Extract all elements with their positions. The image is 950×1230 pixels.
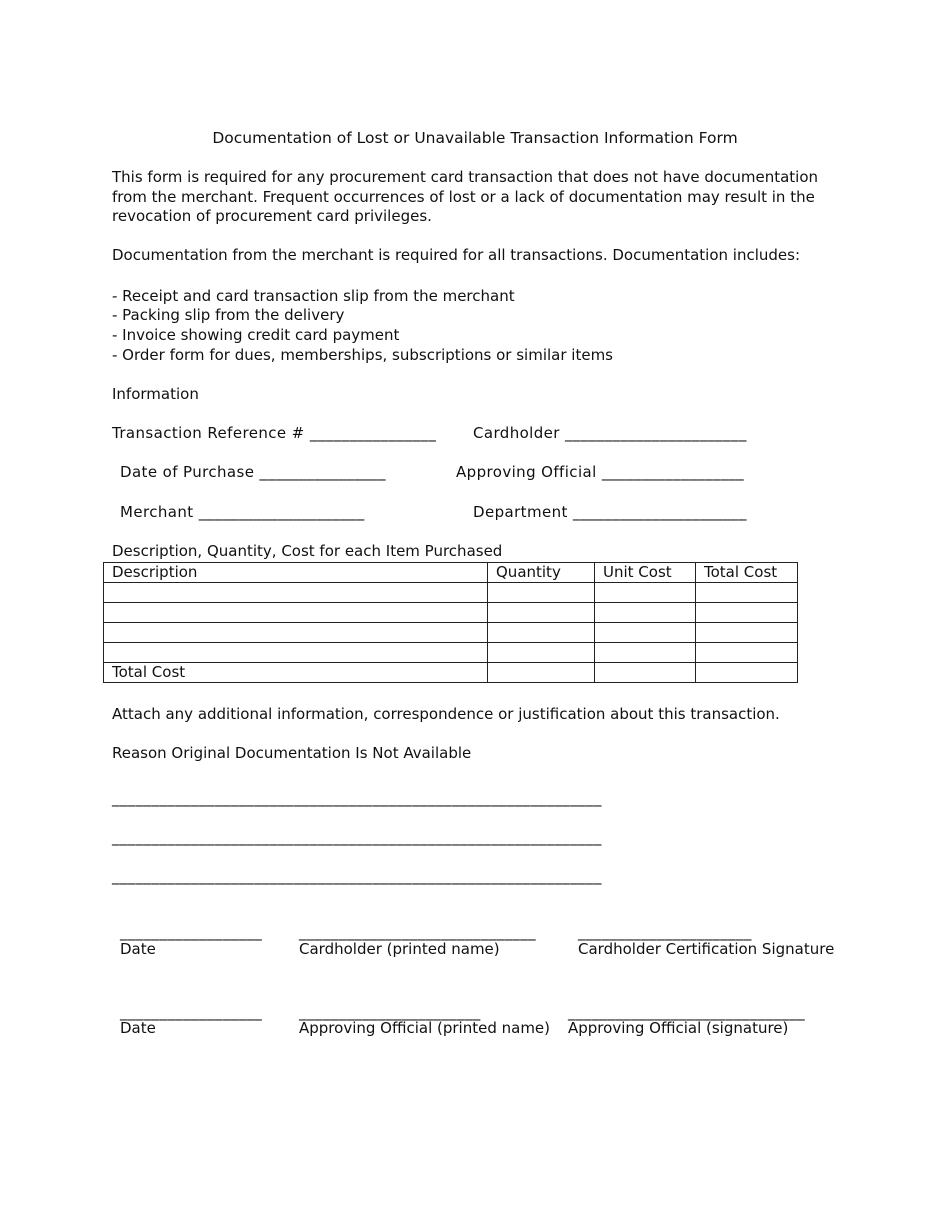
column-header-quantity: Quantity <box>488 563 595 583</box>
table-row <box>104 623 798 643</box>
description-cell[interactable] <box>104 643 488 663</box>
quantity-cell[interactable] <box>488 643 595 663</box>
total-cost-cell[interactable] <box>696 623 798 643</box>
grand-total-cell[interactable] <box>696 663 798 683</box>
cardholder-field[interactable]: Cardholder _______________________ <box>473 424 747 442</box>
date-of-purchase-field[interactable]: Date of Purchase ________________ <box>120 463 386 481</box>
approving-official-field[interactable]: Approving Official __________________ <box>456 463 745 481</box>
documentation-required-text: Documentation from the merchant is required for all transactions. Documentation includes: <box>112 246 801 264</box>
table-header-row <box>104 563 798 583</box>
approver-signature-label: Approving Official (signature) <box>568 1019 789 1037</box>
description-cell[interactable] <box>104 583 488 603</box>
transaction-reference-field[interactable]: Transaction Reference # ________________ <box>112 424 437 442</box>
doc-list-item: - Order form for dues, memberships, subscriptions or similar items <box>112 346 613 364</box>
unit-cost-cell[interactable] <box>595 623 696 643</box>
reason-line[interactable]: ______________________________________________________________ <box>112 867 602 885</box>
approver-printed-name-line[interactable]: _______________________ <box>299 1003 481 1021</box>
reason-line[interactable]: ______________________________________________________________ <box>112 828 602 846</box>
items-table <box>103 562 798 683</box>
column-header-total-cost: Total Cost <box>696 563 798 583</box>
table-row <box>104 583 798 603</box>
merchant-field[interactable]: Merchant _____________________ <box>120 503 365 521</box>
doc-list-item: - Invoice showing credit card payment <box>112 326 400 344</box>
doc-list-item: - Packing slip from the delivery <box>112 306 345 324</box>
unit-cost-cell[interactable] <box>595 643 696 663</box>
reason-heading: Reason Original Documentation Is Not Available <box>112 744 472 762</box>
total-quantity-cell[interactable] <box>488 663 595 683</box>
quantity-cell[interactable] <box>488 583 595 603</box>
cardholder-date-line[interactable]: __________________ <box>120 923 263 941</box>
total-cost-cell[interactable] <box>696 603 798 623</box>
total-cost-label: Total Cost <box>104 663 488 683</box>
approver-printed-name-label: Approving Official (printed name) <box>299 1019 551 1037</box>
description-cell[interactable] <box>104 623 488 643</box>
table-total-row <box>104 663 798 683</box>
total-cost-cell[interactable] <box>696 583 798 603</box>
column-header-description: Description <box>104 563 488 583</box>
cardholder-signature-line[interactable]: ______________________ <box>578 923 752 941</box>
approver-signature-line[interactable]: ______________________________ <box>568 1003 805 1021</box>
page-title: Documentation of Lost or Unavailable Transaction Information Form <box>212 129 738 147</box>
column-header-unit-cost: Unit Cost <box>595 563 696 583</box>
description-cell[interactable] <box>104 603 488 623</box>
cardholder-printed-name-line[interactable]: ______________________________ <box>299 923 536 941</box>
cardholder-signature-label: Cardholder Certification Signature <box>578 940 835 958</box>
table-row <box>104 643 798 663</box>
quantity-cell[interactable] <box>488 623 595 643</box>
quantity-cell[interactable] <box>488 603 595 623</box>
attach-note: Attach any additional information, correspondence or justification about this transaction. <box>112 705 780 723</box>
intro-paragraph: This form is required for any procurement card transaction that does not have documentation from the merchant. Frequent occurrences of lost or a lack of documentation may result in the revocation of procurement card privileges. <box>112 168 819 225</box>
approver-date-line[interactable]: __________________ <box>120 1003 263 1021</box>
total-unit-cost-cell[interactable] <box>595 663 696 683</box>
total-cost-cell[interactable] <box>696 643 798 663</box>
table-row <box>104 603 798 623</box>
date-label: Date <box>120 940 156 958</box>
date-label: Date <box>120 1019 156 1037</box>
doc-list-item: - Receipt and card transaction slip from the merchant <box>112 287 515 305</box>
information-heading: Information <box>112 385 199 403</box>
reason-line[interactable]: ______________________________________________________________ <box>112 789 602 807</box>
cardholder-printed-name-label: Cardholder (printed name) <box>299 940 500 958</box>
unit-cost-cell[interactable] <box>595 583 696 603</box>
unit-cost-cell[interactable] <box>595 603 696 623</box>
items-table-heading: Description, Quantity, Cost for each Item Purchased <box>112 542 503 560</box>
department-field[interactable]: Department ______________________ <box>473 503 747 521</box>
